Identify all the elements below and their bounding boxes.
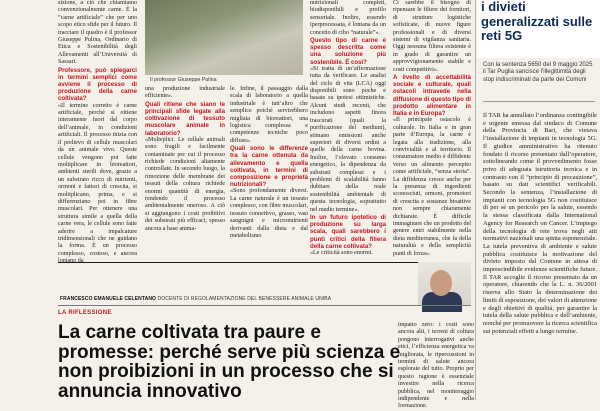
interview-column-1 — [58, 0, 137, 265]
answer-5: «Le criticità sono enormi. — [310, 249, 373, 256]
side-title-box — [477, 0, 600, 58]
column-divider — [475, 0, 476, 400]
divider — [483, 101, 595, 102]
interview-column-4 — [310, 0, 386, 258]
paragraph: le. Infine, il passaggio dalla scala di laboratorio a quella industriale è tutt’altro che semplice poiché servirebbero migliaia di bioreattori, una logistica complessa e competenze tecniche poco diffuse». — [230, 86, 308, 144]
question-3: Quali sono le differenze tra la carne ottenuta da allevamento e quella coltivata, in termini di composizione e proprietà nutrizionali? — [230, 145, 308, 189]
author-byline — [60, 296, 331, 302]
photo-caption: Il professor Giuseppe Pulina — [150, 77, 217, 83]
question-6: A livello di accettabilità sociale e culturale, quali ostacoli intravede nella diffusione di questo tipo di prodotto alimentare in Italia e in Europa? — [393, 74, 471, 118]
question-2: Quali ritiene che siano le principali sfide legate alla coltivazione di tessuto muscolare animale in laboratorio? — [145, 100, 225, 137]
paragraph: nutrizionali completi, biodisponibili e profilo sensoriale. Inoltre, essendo iperprocessata, è lontana da un concetto di cibo “naturale”». — [310, 0, 386, 36]
question-5: In un futuro ipotetico di produzione su larga scala, quali sarebbero i punti critici della filiera della carne coltivata? — [310, 213, 386, 250]
question-1: Professore, può spiegarci in termini semplici come avviene il processo di produzione della carne coltivata? — [58, 66, 137, 103]
author-face — [430, 270, 452, 296]
author-role: DOCENTE DI REGOLAMENTAZIONE DEL BENESSERE ANIMALE UNIBA — [157, 296, 332, 302]
paragraph: Ci sarebbe il bisogno di ripensare le filiere dei fornitori, di strutture logistiche sofisticate, di nuove figure professionali e di diversi sistemi di vigilanza sanitaria. Oggi nessuna filiera esistente è in grado di garantire un approvvigionamento stabile e costi competitivi». — [393, 0, 471, 73]
author-name: FRANCESCO EMANUELE CELENTANO — [60, 296, 157, 302]
byline-divider — [58, 305, 471, 306]
side-article-title: i divieti generalizzati sulle reti 5G — [481, 0, 593, 43]
article-body: impatto zero: i costi sono ancora alti, i terreni di coltura pongono interrogativi anche etici, l’efficienza energetica va migliorata, le ripercussioni in termini di salute ancora esplorate del tutto. Proprio per questo ragione è essenziale investire nella ricerca pubblica, nel monitoraggio indipendente e nella formazione. — [398, 322, 474, 410]
intro-paragraph: sizione, a ciò che chiamiamo convenzionalmente carne. È la “carne artificiale” che per uno scopo etico sfide per il futuro. Il tracciare il quadro è il professor Giuseppe Pulina, Ordinario di Etica e Sostenibilità degli Allevamenti all’Università di Sassari. — [58, 0, 137, 66]
answer-2: «Molteplici. Le cellule animali sono fragili e facilmente contaminate per cui il processo richiede condizioni altamente controllate. In secondo luogo, la rimozione delle membrane dei tessuti della coltura richiede enormi quantità di energia, rendendo il processo ambientalmente oneroso. A ciò si aggiungono i costi proibitivi dei substrati più efficaci, spesso ancora a base anima- — [145, 136, 225, 232]
answer-4: «Si tratta di un’affermazione tutta da verificare. Le analisi del ciclo di vita (LCA) oggi disponibili sono poche e basate su ipotesi ottimistiche. Alcuni studi recenti, che includono aspetti finora trascurati (quali la purificazione del medium), stimano emissioni anche superiori di diversi ordini a quelle della carne bovina. Inoltre, l’elevato consumo energetico, la dipendenza da substrati complessi e i problemi di scalabilità fanno dubitare della reale sostenibilità ambientale di questa tecnologia, soprattutto nel medio termine». — [310, 65, 386, 213]
article-headline: La carne coltivata tra paure e promesse: perché serve più scienza e non proibizioni in un processo che si annuncia innovativo — [58, 322, 401, 402]
interview-column-5 — [393, 0, 471, 258]
side-article-subtitle: Con la sentenza 5650 del 9 maggio 2025 il Tar Puglia sancisce l’illegittimità degli stop indiscriminati da parte dei Comuni — [483, 62, 593, 83]
professor-photo — [145, 0, 303, 75]
interview-column-2 — [145, 86, 225, 258]
answer-3: «Sono profondamente diversi. La carne naturale è un tessuto complesso, con fibre muscolari, tessuto connettivo, grasso, vasi sanguigni e micronutrienti derivanti dalla dieta e dal metabolismo — [230, 188, 308, 239]
paragraph: una produzione industriale efficiente». — [145, 86, 225, 100]
answer-6: «Il principale ostacolo è culturale. In Italia e in gran parte d’Europa, la carne è legata alla tradizione, alla convivialità e al territorio. Il consumatore medio è diffidente verso un alimento percepito come artificiale, “senza storia”. La diffidenza cresce anche per la presenza di ingredienti sconosciuti, ormoni, promotori di crescita e sostanze bioattive non sempre chiaramente dichiarate. È difficile immaginare che un prodotto del genere entri stabilmente nella dieta mediterranea, che fa della naturalità e della semplicità punti di forza». — [393, 117, 471, 257]
side-article — [477, 0, 600, 400]
interview-column-3 — [230, 86, 308, 258]
answer-1: «Il termine corretto è carne artificiale, perché si ottiene interamente fuori dal corpo dell’animale, in condizioni artificiali. Il processo inizia con il prelievo di cellule muscolari da un animale vivo. Queste cellule vengono poi fatte moltiplicare in bioreattori, ambienti sterili dove, grazie a un substrato ricco di nutrienti, ormoni e fattori di crescita, si moltiplicano, prima, e si differenziano poi in fibre muscolari. Per ottenere una struttura simile a quella della carne vera, le cellule sono fatte aderire a impalcature tridimensionali che ne guidano la forma. È un processo complesso, costoso, e ancora lontano da — [58, 102, 137, 265]
side-article-body: Il TAR ha annullato l’ordinanza contingibile e urgente emessa dal sindaco di Comune della Provincia di Bari, che vietava l’installazione di impianti in tecnologia 5G. Il giudice amministrativo ha ritenuto fondato il ricorso presentato dall’operatore, sottolineando come il provvedimento fosse privo di adeguata istruttoria tecnica e in contrasto con il “principio di precauzione”, basato su dati scientifici verificabili. Secondo la sentenza, l’installazione di impianti con tecnologia 5G non costituisce di per sé un pericolo per la salute, essendo la stessa classificata dalla International Agency for Research on Cancer. L’impiego della tecnologia di rete trova negli atti normativi nazionali una spinta esponenziale. La tutela preventiva di ambiente e salute pubblica costituisce la motivazione del divieto imposto dal Comune in attesa di imprescindibile evidenze scientifiche future. Il TAR accoglie il ricorso presentato da un operatore, chiarendo che la L. n. 36/2001 riserva allo Stato la determinazione dei limiti di esposizione, dei valori di attenzione e degli obiettivi di qualità, per garantire la tutela della salute pubblica e dell’ambiente, nonché per promuovere la ricerca scientifica sui potenziali effetti a lungo termine. — [483, 112, 597, 335]
section-tag: LA RIFLESSIONE — [58, 310, 112, 316]
author-photo — [418, 262, 471, 306]
section-divider — [58, 262, 471, 263]
question-4: Questo tipo di carne è spesso descritta come una soluzione più sostenibile. È così? — [310, 37, 386, 66]
